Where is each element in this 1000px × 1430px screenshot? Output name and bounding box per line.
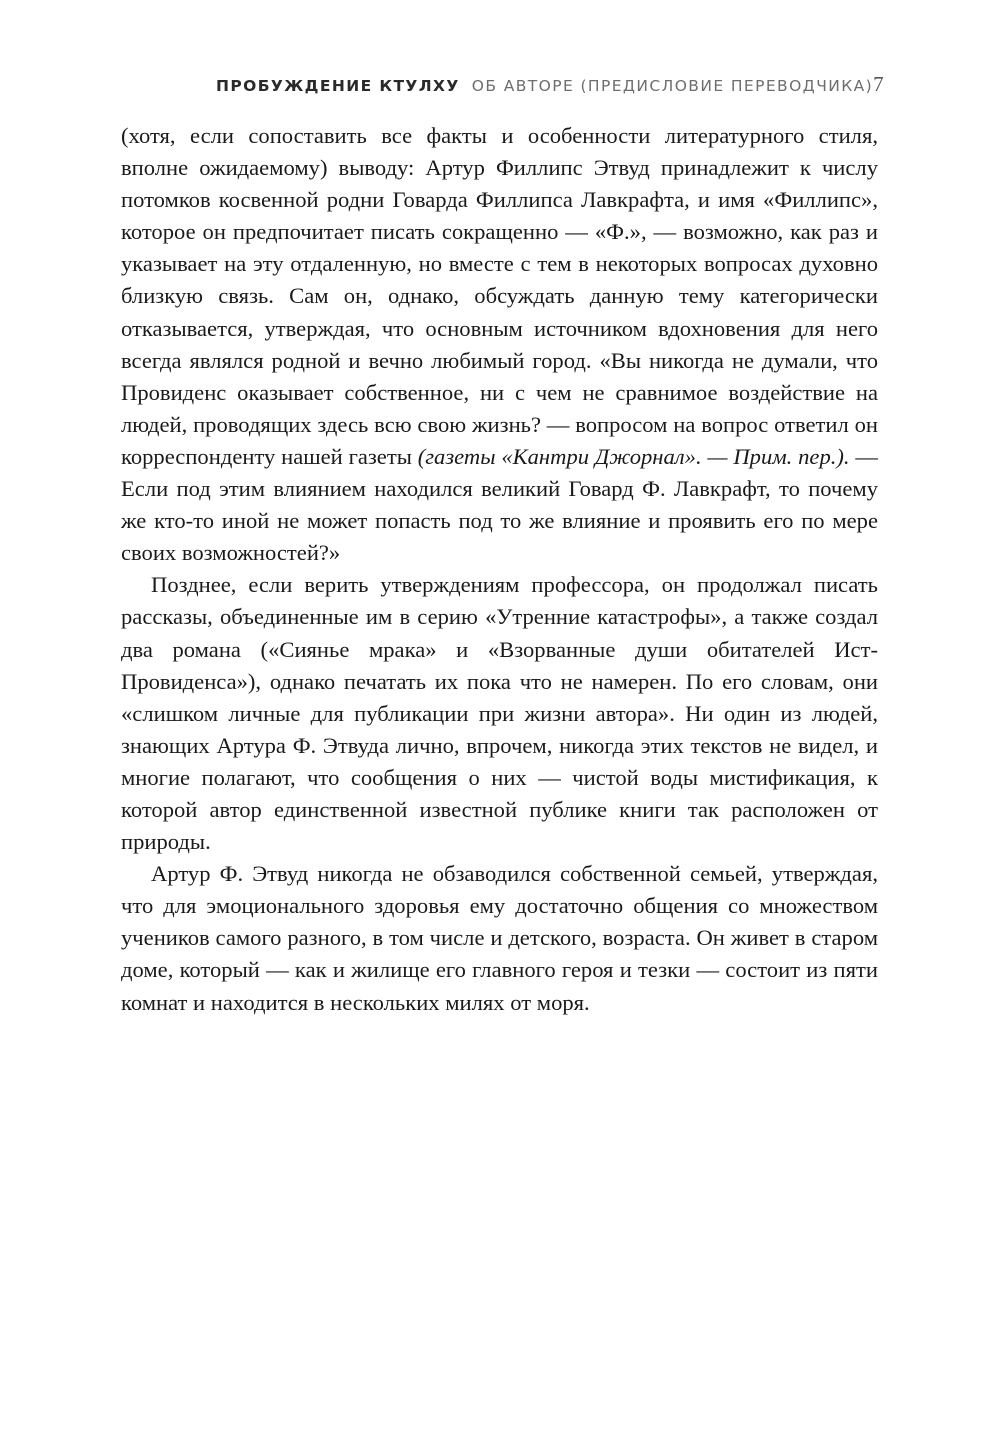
translator-note: (газеты «Кантри Джорнал». — Прим. пер.). (417, 443, 850, 469)
paragraph-1 (121, 120, 878, 569)
book-title: ПРОБУЖДЕНИЕ КТУЛХУ (216, 77, 460, 95)
running-head (216, 72, 884, 100)
paragraph-1-text-b: — Если под этим влиянием находился великий Говард Ф. Лавкрафт, то почему же кто-то иной не может попасть под то же влияние и проявить его по мере своих возможностей?» (121, 443, 878, 566)
page-number: 7 (873, 72, 884, 96)
paragraph-3: Артур Ф. Этвуд никогда не обзаводился собственной семьей, утверждая, что для эмоционального здоровья ему достаточно общения со множеством учеников самого разного, в том числе и детского, возраста. Он живет в старом доме, который — как и жилище его главного героя и тезки — состоит из пяти комнат и находится в нескольких милях от моря. (121, 861, 878, 1015)
body-text (121, 120, 878, 1019)
paragraph-1-text-a: (хотя, если сопоставить все факты и особенности литературного стиля, вполне ожидаемому) выводу: Артур Филлипс Этвуд принадлежит к числу потомков косвенной родни Говарда Филлипса Лавкрафта, и имя «Филлипс», которое он предпочитает писать сокращенно — «Ф.», — возможно, как раз и указывает на эту отдаленную, но вместе с тем в некоторых вопросах духовно близкую связь. Сам он, однако, обсуждать данную тему категорически отказывается, утверждая, что основным источником вдохновения для него всегда являлся родной и вечно любимый город. «Вы никогда не думали, что Провиденс оказывает собственное, ни с чем не сравнимое воздействие на людей, проводящих здесь всю свою жизнь? — вопросом на вопрос ответил он корреспонденту нашей газеты (121, 123, 878, 469)
paragraph-2: Позднее, если верить утверждениям профессора, он продолжал писать рассказы, объединенные им в серию «Утренние катастрофы», а также создал два романа («Сиянье мрака» и «Взорванные души обитателей Ист-Провиденса»), однако печатать их пока что не намерен. По его словам, они «слишком личные для публикации при жизни автора». Ни один из людей, знающих Артура Ф. Этвуда лично, впрочем, никогда этих текстов не видел, и многие полагают, что сообщения о них — чистой воды мистификация, к которой автор единственной известной публике книги так расположен от природы. (121, 572, 878, 855)
section-title: ОБ АВТОРЕ (ПРЕДИСЛОВИЕ ПЕРЕВОДЧИКА) (471, 77, 874, 95)
